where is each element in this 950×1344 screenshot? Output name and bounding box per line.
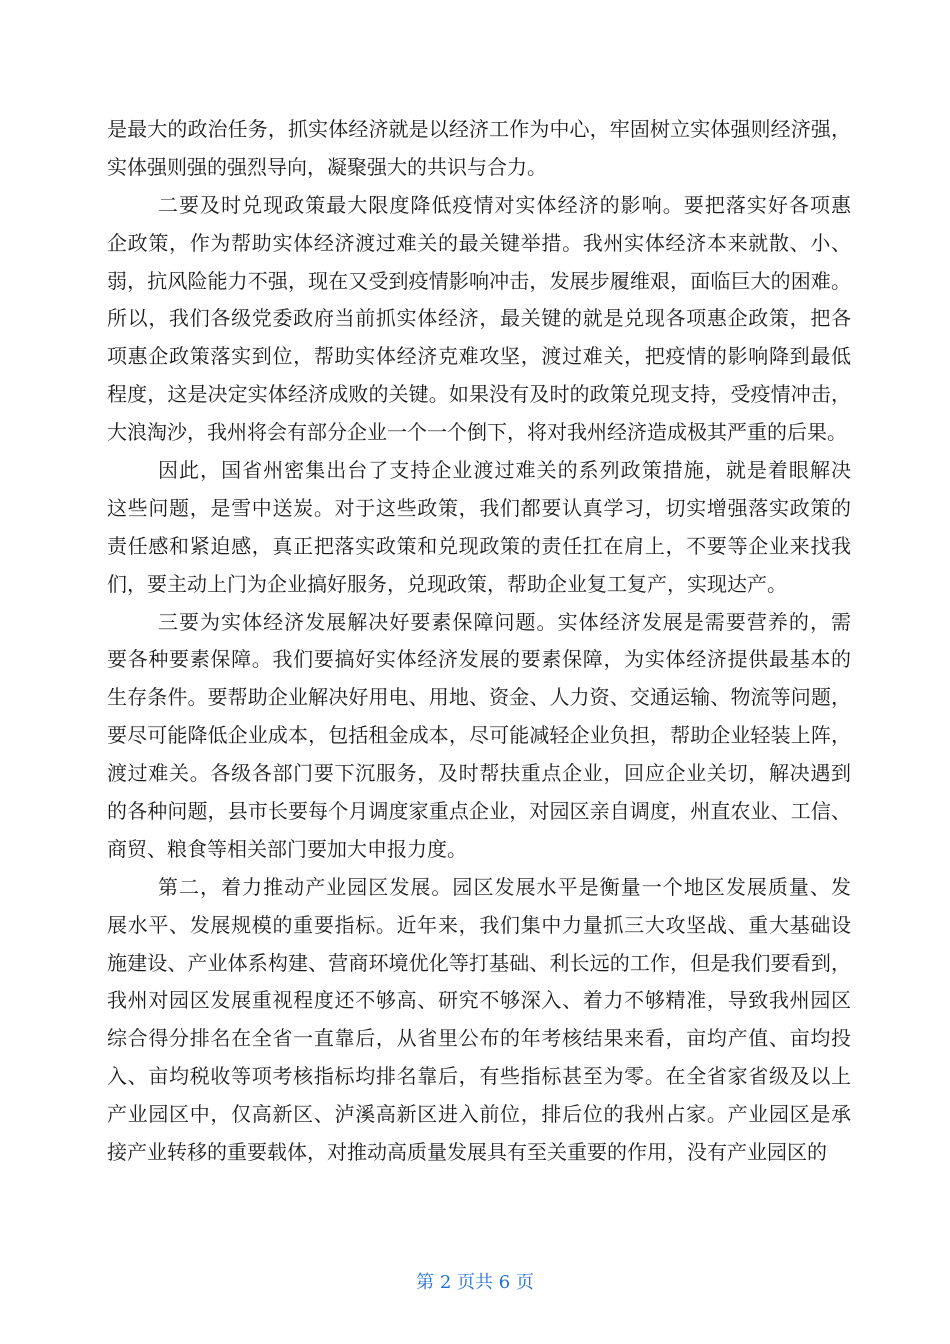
document-body	[107, 111, 851, 1172]
paragraph	[107, 187, 851, 452]
text-line: 项惠企政策落实到位，帮助实体经济克难攻坚，渡过难关，把疫情的影响降到最低	[107, 344, 851, 369]
text-line: 实体强则强的强烈导向，凝聚强大的共识与合力。	[107, 154, 547, 179]
text-line: 施建设、产业体系构建、营商环境优化等打基础、利长远的工作，但是我们要看到，	[107, 950, 851, 975]
paragraph	[107, 869, 851, 1172]
text-line: 是最大的政治任务，抓实体经济就是以经济工作为中心，牢固树立实体强则经济强，	[107, 117, 851, 141]
text-line: 要尽可能降低企业成本，包括租金成本，尽可能减轻企业负担，帮助企业轻装上阵，	[107, 723, 851, 748]
text-line: 们，要主动上门为企业搞好服务，兑现政策，帮助企业复工复产，实现达产。	[107, 571, 787, 596]
paragraph	[107, 604, 851, 869]
text-line: 责任感和紧迫感，真正把落实政策和兑现政策的责任扛在肩上，不要等企业来找我	[107, 533, 851, 558]
text-line: 所以，我们各级党委政府当前抓实体经济，最关键的就是兑现各项惠企政策，把各	[107, 306, 851, 331]
text-line: 展水平、发展规模的重要指标。近年来，我们集中力量抓三大攻坚战、重大基础设	[107, 912, 851, 937]
text-line: 产业园区中，仅高新区、泸溪高新区进入前位，排后位的我州占家。产业园区是承	[107, 1102, 851, 1127]
paragraph	[107, 452, 851, 604]
text-line: 大浪淘沙，我州将会有部分企业一个一个倒下，将对我州经济造成极其严重的后果。	[107, 420, 847, 445]
text-line: 因此，国省州密集出台了支持企业渡过难关的系列政策措施，就是着眼解决	[158, 458, 851, 483]
text-line: 第二，着力推动产业园区发展。园区发展水平是衡量一个地区发展质量、发	[158, 874, 851, 899]
text-line: 三要为实体经济发展解决好要素保障问题。实体经济发展是需要营养的，需	[158, 609, 851, 634]
text-line: 商贸、粮食等相关部门要加大申报力度。	[107, 836, 467, 861]
text-line: 这些问题，是雪中送炭。对于这些政策，我们都要认真学习，切实增强落实政策的	[107, 495, 851, 520]
text-line: 弱，抗风险能力不强，现在又受到疫情影响冲击，发展步履维艰，面临巨大的困难。	[107, 268, 851, 293]
text-line: 二要及时兑现政策最大限度降低疫情对实体经济的影响。要把落实好各项惠	[158, 192, 851, 217]
text-line: 生存条件。要帮助企业解决好用电、用地、资金、人力资、交通运输、物流等问题，	[107, 685, 851, 710]
text-line: 入、亩均税收等项考核指标均排名靠后，有些指标甚至为零。在全省家省级及以上	[107, 1064, 851, 1089]
text-line: 要各种要素保障。我们要搞好实体经济发展的要素保障，为实体经济提供最基本的	[107, 647, 851, 672]
text-line: 接产业转移的重要载体，对推动高质量发展具有至关重要的作用，没有产业园区的	[107, 1140, 827, 1165]
text-line: 的各种问题，县市长要每个月调度家重点企业，对园区亲自调度，州直农业、工信、	[107, 799, 851, 824]
text-line: 我州对园区发展重视程度还不够高、研究不够深入、着力不够精准，导致我州园区	[107, 988, 851, 1013]
text-line: 企政策，作为帮助实体经济渡过难关的最关键举措。我州实体经济本来就散、小、	[107, 230, 851, 255]
paragraph	[107, 111, 851, 187]
text-line: 综合得分排名在全省一直靠后，从省里公布的年考核结果来看，亩均产值、亩均投	[107, 1026, 851, 1051]
page-number-footer: 第 2 页共 6 页	[416, 1272, 534, 1293]
text-line: 渡过难关。各级各部门要下沉服务，及时帮扶重点企业，回应企业关切，解决遇到	[107, 761, 851, 786]
text-line: 程度，这是决定实体经济成败的关键。如果没有及时的政策兑现支持，受疫情冲击，	[107, 382, 851, 407]
